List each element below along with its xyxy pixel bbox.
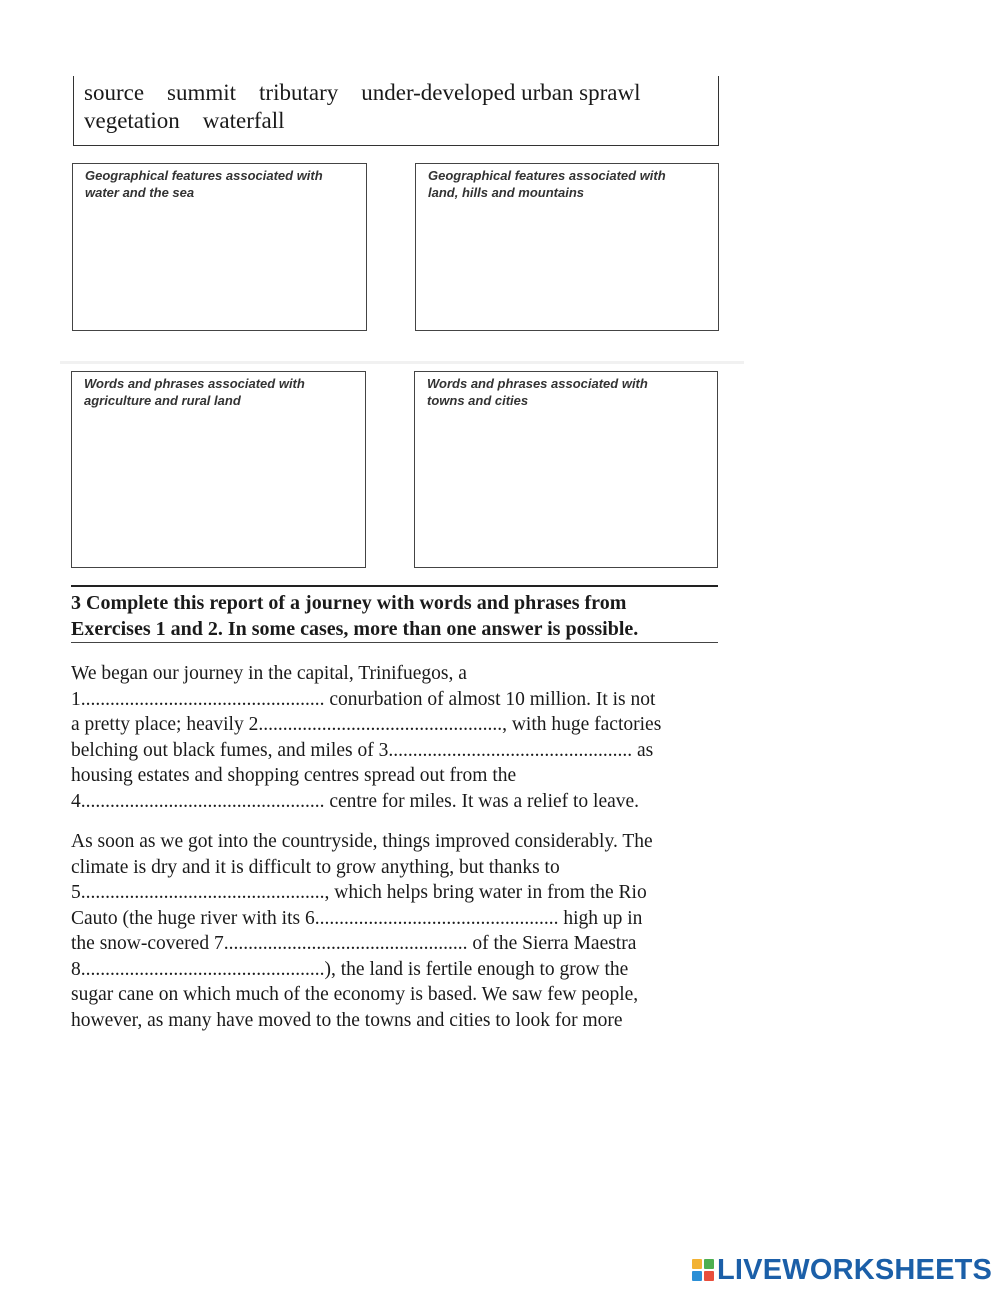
- category-box-land-hills[interactable]: [415, 163, 719, 331]
- paragraph-line-blank-5: 5.................................................., which helps bring water in from the Rio: [71, 882, 647, 903]
- paragraph-line-blank-6: Cauto (the huge river with its 6.................................................. high up in: [71, 907, 643, 929]
- category-title: Words and phrases associated with towns and cities: [427, 376, 648, 408]
- report-paragraph-2: [71, 829, 731, 1033]
- logo-square: [704, 1271, 714, 1281]
- category-box-water-sea[interactable]: [72, 163, 367, 331]
- paragraph-line-blank-4: 4.................................................. centre for miles. It was a relief to leave.: [71, 790, 640, 812]
- paragraph-line: housing estates and shopping centres spread out from the: [71, 765, 517, 786]
- paragraph-line: however, as many have moved to the towns and cities to look for more: [71, 1009, 623, 1031]
- logo-square: [692, 1259, 702, 1269]
- category-box-towns-cities[interactable]: [414, 371, 718, 568]
- exercise-heading: [71, 585, 718, 643]
- category-title: Geographical features associated with land, hills and mountains: [428, 168, 666, 200]
- report-paragraph-1: [71, 661, 731, 814]
- exercise-heading-line-1: 3 Complete this report of a journey with words and phrases from: [71, 592, 627, 614]
- logo-text: LIVEWORKSHEETS: [717, 1254, 993, 1286]
- category-title: Words and phrases associated with agriculture and rural land: [84, 376, 305, 408]
- liveworksheets-logo[interactable]: [692, 1253, 992, 1287]
- category-title: Geographical features associated with water and the sea: [85, 168, 323, 200]
- logo-square: [704, 1259, 714, 1269]
- word-bank-line-2: vegetation waterfall: [84, 108, 285, 133]
- logo-grid-icon: [692, 1259, 714, 1281]
- paragraph-line-blank-8: 8..................................................), the land is fertile enough to grow the: [71, 958, 629, 980]
- paragraph-line-blank-1: 1.................................................. conurbation of almost 10 million. It is not: [71, 688, 656, 710]
- paragraph-line: sugar cane on which much of the economy is based. We saw few people,: [71, 984, 639, 1005]
- paragraph-line-blank-7: the snow-covered 7.................................................. of the Sierra Maestra: [71, 933, 637, 954]
- paragraph-line: climate is dry and it is difficult to grow anything, but thanks to: [71, 856, 560, 878]
- category-box-agriculture[interactable]: [71, 371, 366, 568]
- logo-square: [692, 1271, 702, 1281]
- paragraph-line: We began our journey in the capital, Trinifuegos, a: [71, 663, 467, 684]
- exercise-heading-line-2: Exercises 1 and 2. In some cases, more than one answer is possible.: [71, 618, 639, 640]
- word-bank-box: [73, 76, 719, 146]
- word-bank-line-1: source summit tributary under-developed urban sprawl: [84, 80, 641, 105]
- page-separator: [60, 361, 744, 364]
- paragraph-line: As soon as we got into the countryside, things improved considerably. The: [71, 831, 653, 852]
- paragraph-line-blank-3: belching out black fumes, and miles of 3.................................................. as: [71, 739, 654, 761]
- paragraph-line-blank-2: a pretty place; heavily 2.................................................., with huge factories: [71, 714, 662, 735]
